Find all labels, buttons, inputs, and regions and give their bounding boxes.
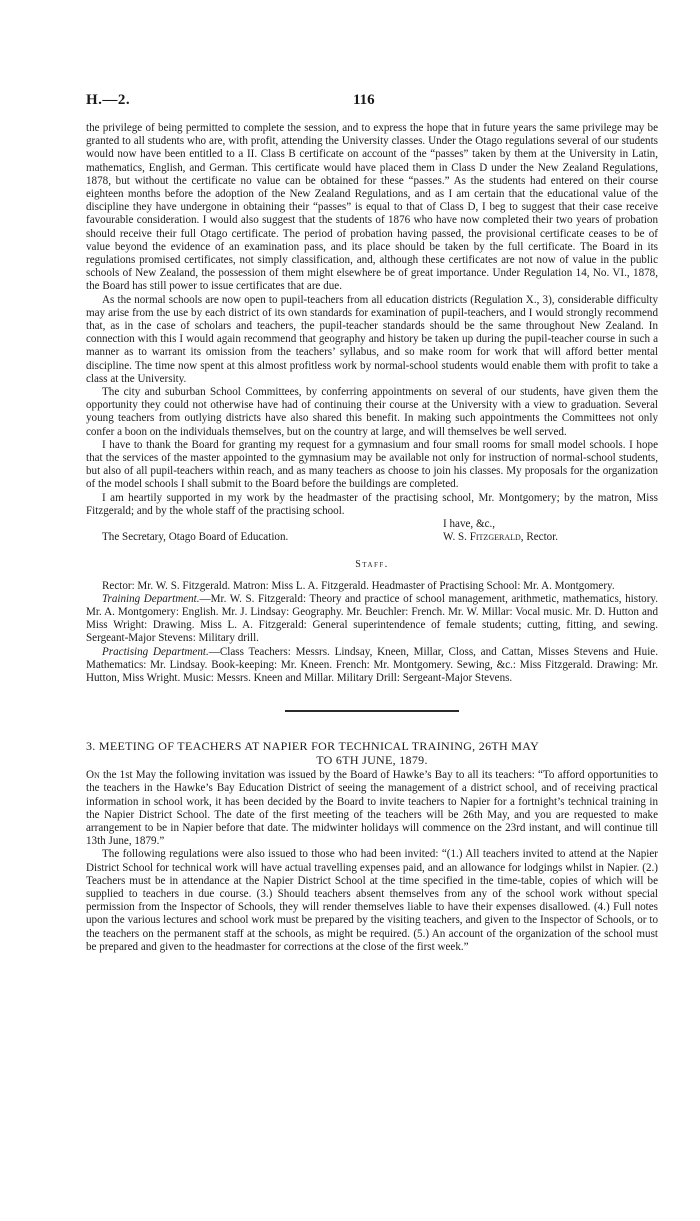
section-divider [285,710,459,712]
section-3-paragraph-2: The following regulations were also issued to those who had been invited: “(1.) All teachers invited to attend at the Napier District School for technical work will have actual travelling expenses paid, and an allowance for lodgings whilst in Napier. (2.) Teachers must be in attendance at the Napier District School at the time specified in the time-table, copies of which will be supplied to teachers in due course. (3.) Should teachers absent themselves from any of the school work without special permission from the Inspector of Schools, they will render themselves liable to have their expenses disallowed. (4.) Full notes upon the various lectures and school work must be prepared by the visiting teachers, and given to the Inspector of Schools, or to the teachers on the permanent staff at the schools, as might be required. (5.) An account of the organization of the school must be prepared and given to the headmaster for corrections at the close of the first week.” [86,848,658,953]
section-3-subtitle: TO 6TH JUNE, 1879. [316,753,428,768]
signature-name: W. S. Fitzgerald, [443,531,524,544]
lead-word: On [86,769,100,782]
staff-heading: Staff. [355,558,389,570]
letter-paragraph-1: the privilege of being permitted to complete the session, and to express the hope that in future years the same privilege may be granted to all students who are, with profit, attending the University classes. Under the Otago regulations several of our students would now have been entitled to a II. Class B certificate on account of the “passes” taken by them at the University in Latin, mathematics, English, and German. This certificate would have placed them in Class D under the New Zealand Regulations, 1878, but without the certificate no value can be obtained for these “passes.” As the students had entered on their course eighteen months before the adoption of the New Zealand Regulations, and as I am certain that the educational value of the discipline they have undergone in obtaining their “passes” is equal to that of Class D, I beg to suggest that their case receive favourable consideration. I would also suggest that the students of 1876 who have now completed their two years of probation should receive their full Otago certificate. The period of probation having passed, the provisional certificate ceases to be of value beyond the evidence of an examination pass, and its place should be taken by the full certificate. The Board in its regulations promised certificates, not simply classification, and, although these certificates are not now of value in the public schools of New Zealand, the possession of them might elsewhere be of great importance. Under Regulation 14, No. VI., 1878, the Board has still power to issue certificates that are due. [86,122,658,293]
closing-text: I have, &c., [443,518,496,531]
training-text: —Mr. W. S. Fitzgerald: Theory and practice of school management, arithmetic, mathematics, history. Mr. A. Montgomery: English. Mr. J. Lindsay: Geography. Mr. Beuchler: French. Mr. W. Millar: Vocal music. Mr. D. Hutton and Miss Wright: Drawing. Miss L. A. Fitzgerald: General superintendence of female students; cutting, fitting, and sewing. Sergeant-Major Stevens: Military drill. [86,592,658,645]
practising-label: Practising Department. [102,645,209,658]
staff-list [86,580,658,686]
addressee: The Secretary, Otago Board of Education. [102,531,289,544]
letter-paragraph-2: As the normal schools are now open to pupil-teachers from all education districts (Regulation X., 3), considerable difficulty may arise from the use by each district of its own standards for examination of pupil-teachers, and I would strongly recommend that, as in the case of scholars and teachers, the pupil-teacher standards should be the same throughout New Zealand. In connection with this I would again recommend that geography and history be taken up during the pupil-teacher course in such a manner as to warrant its omission from the teachers’ syllabus, and so make room for work that will afford better mental discipline. The time now spent at this almost profitless work by normal-school students would enable them with profit to take a class at the University. [86,293,658,385]
report-code: H.—2. [86,92,131,108]
section-3-title: 3. MEETING OF TEACHERS AT NAPIER FOR TECHNICAL TRAINING, 26TH MAY [86,739,540,754]
closing-row [86,518,658,531]
document-page [86,92,658,954]
letter-paragraph-3: The city and suburban School Committees, by conferring appointments on several of our students, have given them the opportunity they could not otherwise have had of continuing their course at the University with a view to graduation. Several young teachers from outlying districts have also shared this benefit. In making such appointments the Committees not only confer a boon on the individuals themselves, but on the country at large, and will themselves be well served. [86,386,658,438]
section-3-paragraph-1 [86,769,658,848]
letter-paragraph-5: I am heartily supported in my work by the headmaster of the practising school, Mr. Montgomery; by the matron, Miss Fitzgerald; and by the whole staff of the practising school. [86,491,658,517]
signature [443,531,658,544]
section-3-paragraph-1-text: the 1st May the following invitation was issued by the Board of Hawke’s Bay to all its teachers: “To afford opportunities to the teachers in the Hawke’s Bay Education District of seeing the management of a district school, and of receiving practical information in school work, it has been decided by the Board to invite teachers to Napier for a fortnight’s technical training in the Napier District School. The date of the first meeting of the teachers will be 26th May, and you are requested to make arrangement to be in Napier before that date. The midwinter holidays will commence on the 23rd instant, and will continue till 13th June, 1879.” [86,769,658,848]
staff-training [86,593,658,646]
signature-row [86,531,658,544]
training-label: Training Department. [102,592,200,605]
section-3 [86,739,658,954]
practising-text: —Class Teachers: Messrs. Lindsay, Kneen, Millar, Closs, and Cattan, Misses Stevens and Huie. Mathematics: Mr. Lindsay. Book-keeping: Mr. Kneen. French: Mr. Montgomery. Sewing, &c.: Miss Fitzgerald. Drawing: Mr. Hutton, Miss Wright. Music: Messrs. Kneen and Millar. Military Drill: Sergeant-Major Stevens. [86,645,658,684]
staff-paragraph-1: Rector: Mr. W. S. Fitzgerald. Matron: Miss L. A. Fitzgerald. Headmaster of Practising School: Mr. A. Montgomery. [102,579,615,592]
letter-paragraph-4: I have to thank the Board for granting my request for a gymnasium and four small rooms for small model schools. I hope that the services of the master appointed to the gymnasium may be available not only for instruction of normal-school students, but also of all pupil-teachers within reach, and as many teachers as choose to join his classes. My proposals for the organization of the model schools I shall submit to the Board before the buildings are completed. [86,438,658,491]
page-header [86,92,658,122]
page-number: 116 [353,92,375,108]
staff-practising [86,646,658,686]
signature-title: Rector. [526,531,559,544]
letter-body [86,122,658,545]
